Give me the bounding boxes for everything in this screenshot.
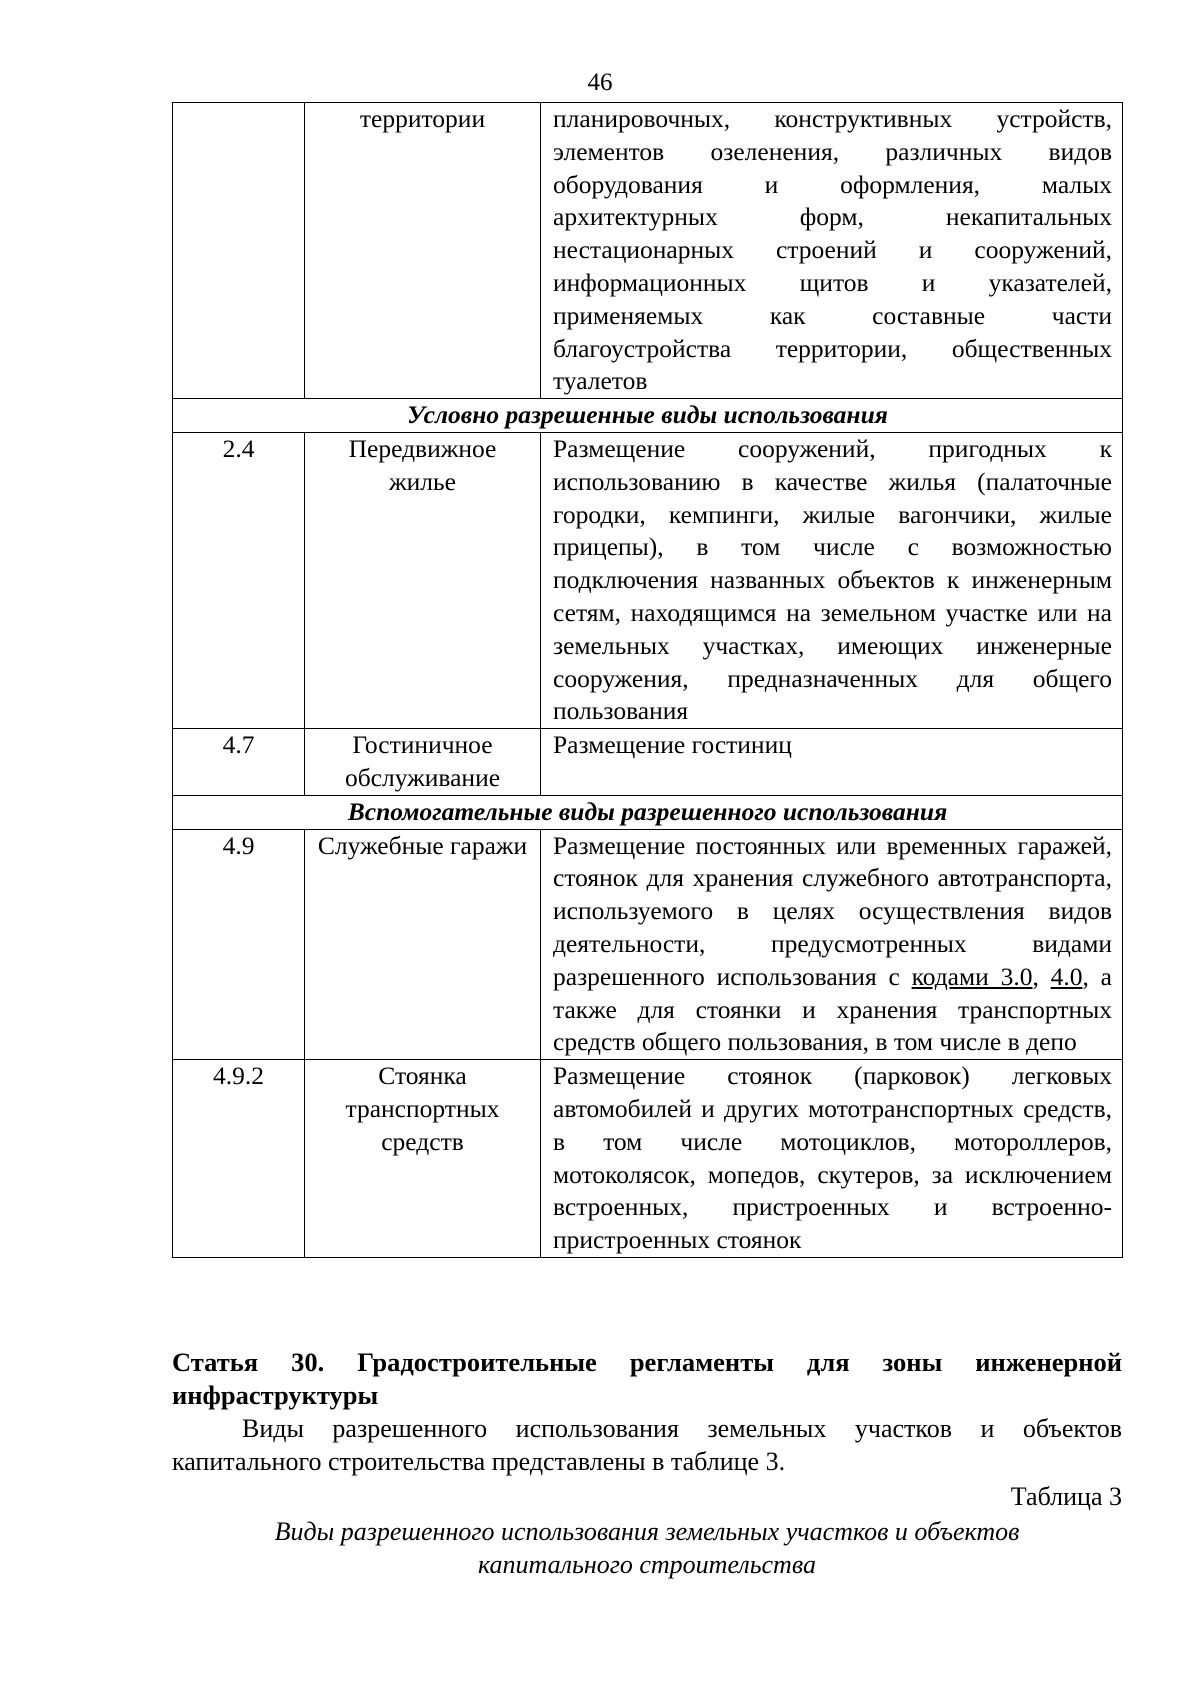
description-text: , а также для стоянки и хранения транспортных средств общего пользования, в том числе в депо [553,961,1112,1057]
description-text: , [1032,961,1051,991]
code-cell: 4.7 [173,729,305,796]
section-row [173,399,1123,433]
code-cell: 2.4 [173,432,305,728]
code-link-4-0[interactable]: 4.0 [1050,961,1083,991]
table-caption [172,1515,1122,1581]
table-caption-line: Виды разрешенного использования земельных участков и объектов [274,1517,1020,1546]
description-cell: Размещение стоянок (парковок) легковых автомобилей и других мототранспортных средств, в том числе мотоциклов, мотороллеров, мотоколясок, мопедов, скутеров, за исключением встроенных, пристроенных и встроенно-пристроенных стоянок [541,1060,1123,1258]
article-paragraph: Виды разрешенного использования земельных участков и объектов капитального строительства представлены в таблице 3. [172,1414,1122,1476]
code-cell: 4.9.2 [173,1060,305,1258]
description-cell: Размещение сооружений, пригодных к использованию в качестве жилья (палаточные городки, кемпинги, жилые вагончики, жилые прицепы), в том числе с возможностью подключения названных объектов к инженерным сетям, находящимся на земельном участке или на земельных участках, имеющих инженерные сооружения, предназначенных для общего пользования [541,432,1123,728]
article-heading: Статья 30. Градостроительные регламенты для зоны инженерной инфраструктуры [172,1347,1122,1410]
land-use-table [172,102,1123,1258]
table-row [173,829,1123,1060]
table-label: Таблица 3 [1010,1482,1122,1511]
code-cell [173,103,305,399]
name-cell: Служебные гаражи [305,829,541,1060]
description-cell: Размещение гостиниц [541,729,1123,796]
table-row [173,432,1123,728]
section-title: Условно разрешенные виды использования [173,399,1123,433]
code-cell: 4.9 [173,829,305,1060]
table-row [173,103,1123,399]
description-cell [541,829,1123,1060]
description-text: Размещение постоянных или временных гаражей, стоянок для хранения служебного автотранспорта, используемого в целях осуществления видов деятельности, предусмотренных видами разрешенного использования с [553,830,1112,991]
section-title: Вспомогательные виды разрешенного использования [173,795,1123,829]
name-cell: Гостиничное обслуживание [305,729,541,796]
table-row [173,729,1123,796]
table-caption-line: капитального строительства [478,1550,816,1579]
description-cell: планировочных, конструктивных устройств, элементов озеленения, различных видов оборудования и оформления, малых архитектурных форм, некапитальных нестационарных строений и сооружений, информационных щитов и указателей, применяемых как составные части благоустройства территории, общественных туалетов [541,103,1123,399]
page-number: 46 [587,69,613,96]
code-link-3-0[interactable]: кодами 3.0 [911,961,1033,991]
table-row [173,1060,1123,1258]
name-cell: Стоянка транспортных средств [305,1060,541,1258]
name-cell: территории [305,103,541,399]
name-cell: Передвижное жилье [305,432,541,728]
section-row [173,795,1123,829]
